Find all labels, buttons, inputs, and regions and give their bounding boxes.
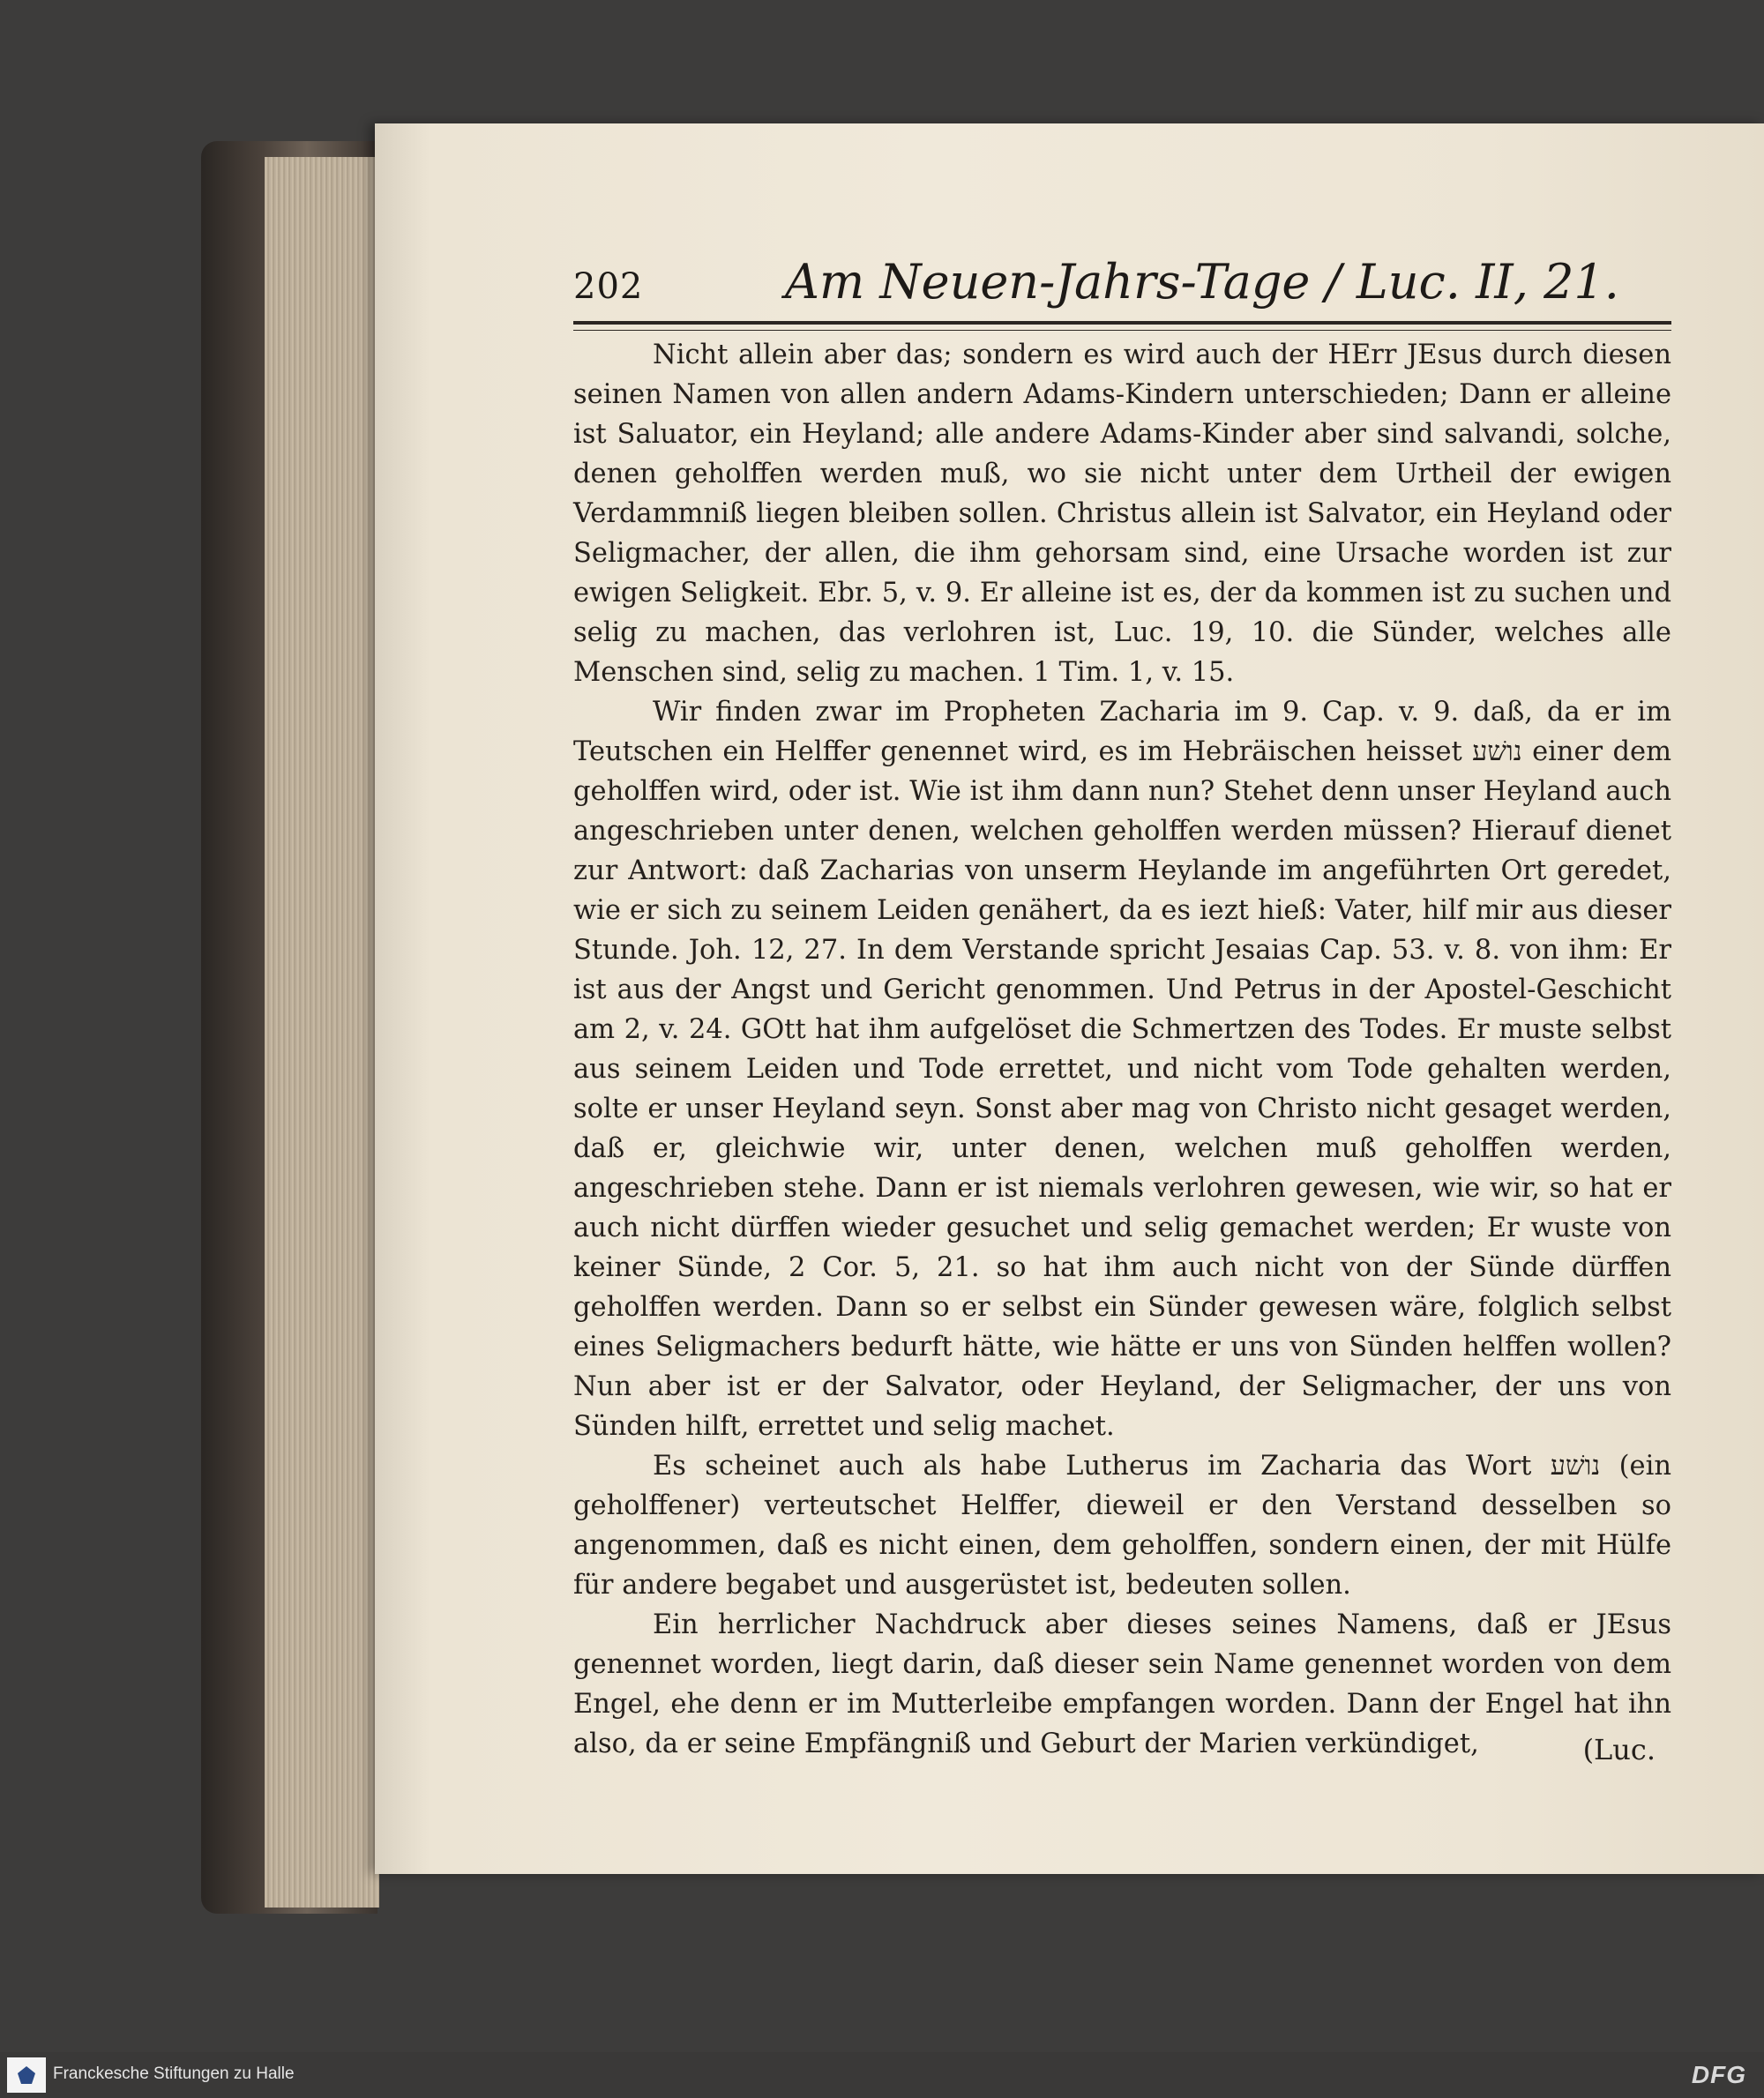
header-rule: [573, 321, 1671, 331]
paragraph: Es scheinet auch als habe Lutherus im Zacharia das Wort נושׁע (ein geholffener) verteutschet Helffer, dieweil er den Verstand desselben so angenommen, daß es nicht einen, dem geholffen, sondern einen, der mit Hülfe für andere begabet und ausgerüstet ist, bedeuten sollen.: [573, 1451, 1671, 1601]
catchword: (Luc.: [1582, 1733, 1656, 1766]
institution-logo-icon[interactable]: [7, 2057, 46, 2093]
running-title: Am Neuen-Jahrs-Tage / Luc. II, 21.: [785, 254, 1619, 310]
body-text: [573, 335, 1671, 1764]
dfg-logo[interactable]: DFG: [1691, 2061, 1746, 2088]
paragraph: Nicht allein aber das; sondern es wird auch der HErr JEsus durch diesen seinen Namen von allen andern Adams-Kindern unterschieden; Dann er alleine ist Saluator, ein Heyland; alle andere Adams-Kinder aber sind salvandi, solche, denen geholffen werden muß, wo sie nicht unter dem Urtheil der ewigen Verdammniß liegen bleiben sollen. Christus allein ist Salvator, ein Heyland oder Seligmacher, der allen, die ihm gehorsam sind, eine Ursache worden ist zur ewigen Seligkeit. Ebr. 5, v. 9. Er alleine ist es, der da kommen ist zu suchen und selig zu machen, das verlohren ist, Luc. 19, 10. die Sünder, welches alle Menschen sind, selig zu machen. 1 Tim. 1, v. 15.: [573, 340, 1671, 688]
footer-bar: [0, 2052, 1764, 2098]
paragraph: Wir finden zwar im Propheten Zacharia im 9. Cap. v. 9. daß, da er im Teutschen ein Helffer genennet wird, es im Hebräischen heisset נושׁע einer dem geholffen wird, oder ist. Wie ist ihm dann nun? Stehet denn unser Heyland auch angeschrieben unter denen, welchen geholffen werden müssen? Hierauf dienet zur Antwort: daß Zacharias von unserm Heylande im angeführten Ort geredet, wie er sich zu seinem Leiden genähert, da es iezt hieß: Vater, hilf mir aus dieser Stunde. Joh. 12, 27. In dem Verstande spricht Jesaias Cap. 53. v. 8. von ihm: Er ist aus der Angst und Gericht genommen. Und Petrus in der Apostel-Geschicht am 2, v. 24. GOtt hat ihm aufgelöset die Schmertzen des Todes. Er muste selbst aus seinem Leiden und Tode errettet, und nicht vom Tode gehalten werden, solte er unser Heyland seyn. Sonst aber mag von Christo nicht gesaget werden, daß er, gleichwie wir, unter denen, welchen muß geholffen werden, angeschrieben stehe. Dann er ist niemals verlohren gewesen, wie wir, so hat er auch nicht dürffen wieder gesuchet und selig gemachet werden; Er wuste von keiner Sünde, 2 Cor. 5, 21. so hat ihm auch nicht von der Sünde dürffen geholffen werden. Dann so er selbst ein Sünder gewesen wäre, folglich selbst eines Seligmachers bedurft hätte, wie hätte er uns von Sünden helffen wollen? Nun aber ist er der Salvator, oder Heyland, der Seligmacher, der uns von Sünden hilft, errettet und selig machet.: [573, 697, 1671, 1442]
page-number: 202: [573, 266, 644, 307]
running-head: [573, 247, 1671, 317]
page-edges: [265, 157, 379, 1908]
logo-glyph-icon: [18, 2066, 35, 2084]
paragraph: Ein herrlicher Nachdruck aber dieses seines Namens, daß er JEsus genennet worden, liegt darin, daß dieser sein Name genennet worden von dem Engel, ehe denn er im Mutterleibe empfangen worden. Dann der Engel hat ihn also, da er seine Empfängniß und Geburt der Marien verkündiget,: [573, 1609, 1671, 1759]
institution-link[interactable]: Franckesche Stiftungen zu Halle: [53, 2064, 295, 2083]
page-content: [573, 247, 1671, 1799]
